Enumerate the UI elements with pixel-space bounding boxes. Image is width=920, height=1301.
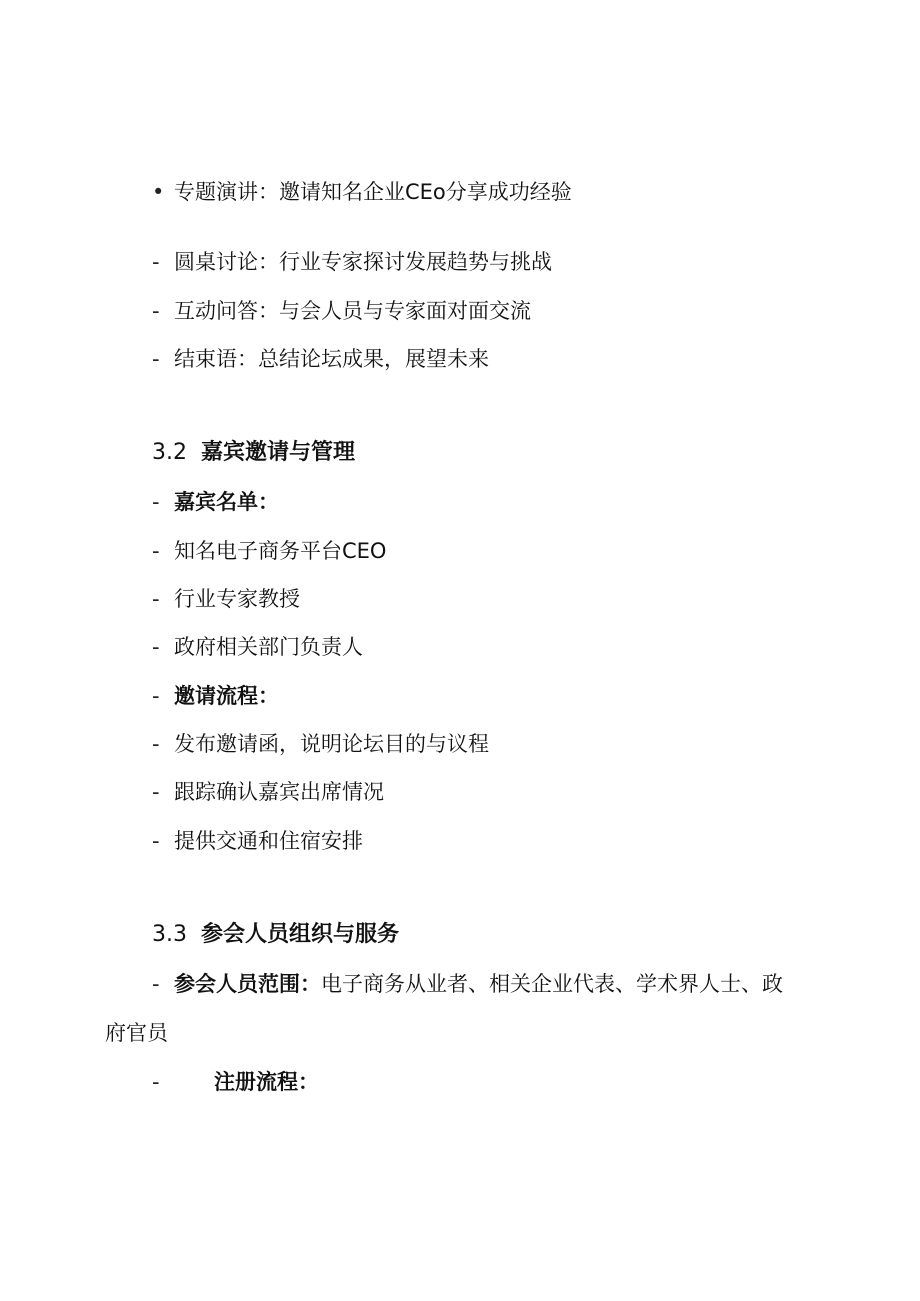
list-item-text: 政府相关部门负责人 [174, 635, 363, 659]
scope-text-line2: 府官员 [105, 1021, 168, 1045]
guest-list-item [152, 537, 386, 565]
invite-process-label [152, 682, 279, 710]
attendee-scope-continuation [105, 1019, 168, 1047]
dash-marker: - [152, 299, 160, 323]
invite-process-item [152, 778, 384, 806]
registration-label [152, 1068, 319, 1096]
dash-marker: - [152, 250, 160, 274]
list-item-text: 行业专家教授 [174, 587, 300, 611]
agenda-item-text: 专题演讲：邀请知名企业CEo分享成功经验 [174, 180, 572, 204]
section-number: 3.2 [152, 440, 187, 465]
agenda-item-text: 结束语：总结论坛成果，展望未来 [174, 347, 489, 371]
section-title: 嘉宾邀请与管理 [201, 440, 356, 465]
agenda-item-text: 圆桌讨论：行业专家探讨发展趋势与挑战 [174, 250, 552, 274]
agenda-item-roundtable [152, 248, 552, 276]
guest-list-item [152, 633, 363, 661]
label-text: 邀请流程： [174, 684, 279, 708]
dash-marker: - [152, 490, 160, 514]
label-text: 参会人员范围： [174, 972, 321, 996]
guest-list-item [152, 585, 300, 613]
dash-marker: - [152, 587, 160, 611]
attendee-scope [152, 970, 783, 998]
section-title: 参会人员组织与服务 [201, 922, 400, 947]
invite-process-item [152, 730, 489, 758]
guest-list-label [152, 488, 279, 516]
section-heading-3-3 [152, 921, 399, 949]
dash-marker: - [152, 635, 160, 659]
scope-text-line1: 电子商务从业者、相关企业代表、学术界人士、政 [321, 972, 783, 996]
section-number: 3.3 [152, 922, 187, 947]
dash-marker: - [152, 347, 160, 371]
dash-marker: - [152, 732, 160, 756]
dash-marker: - [152, 539, 160, 563]
bullet-marker: • [152, 180, 165, 204]
dash-marker: - [152, 972, 160, 996]
list-item-text: 跟踪确认嘉宾出席情况 [174, 780, 384, 804]
list-item-text: 发布邀请函，说明论坛目的与议程 [174, 732, 489, 756]
invite-process-item [152, 827, 363, 855]
agenda-item-closing [152, 345, 489, 373]
dash-marker: - [152, 1070, 160, 1094]
label-text: 嘉宾名单： [174, 490, 279, 514]
agenda-item-keynote [152, 178, 572, 206]
section-heading-3-2 [152, 439, 355, 467]
dash-marker: - [152, 684, 160, 708]
list-item-text: 提供交通和住宿安排 [174, 829, 363, 853]
agenda-item-text: 互动问答：与会人员与专家面对面交流 [174, 299, 531, 323]
dash-marker: - [152, 829, 160, 853]
dash-marker: - [152, 780, 160, 804]
list-item-text: 知名电子商务平台CEO [174, 539, 387, 563]
agenda-item-qa [152, 297, 531, 325]
label-text: 注册流程： [214, 1070, 319, 1094]
